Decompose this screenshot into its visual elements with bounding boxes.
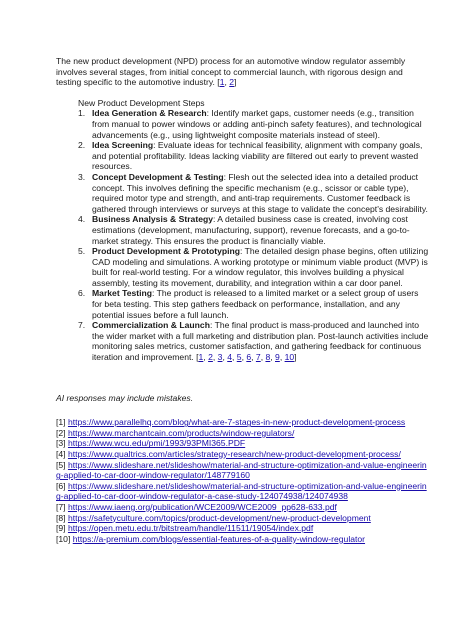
reference-label: [4] bbox=[56, 449, 68, 459]
intro-citation-close: ] bbox=[234, 77, 237, 88]
citation-separator: , bbox=[224, 77, 230, 88]
step-number: 6. bbox=[78, 288, 86, 299]
citation-separator: , bbox=[203, 352, 209, 363]
citation-link[interactable]: 8 bbox=[265, 352, 271, 363]
reference-link[interactable]: https://safetyculture.com/topics/product-development/new-product-development bbox=[67, 512, 371, 523]
reference-label: [3] bbox=[56, 438, 68, 449]
citation-separator: , bbox=[279, 352, 285, 363]
step-text: : The final product is mass-produced and launched into the wider market with a full marketing and distribution plan. Post-launch activities include monitoring sales metrics, customer satisfaction, and gathering feedback for continuous iteration and improvement. [ bbox=[92, 320, 429, 363]
step-item bbox=[78, 140, 430, 172]
citation-link[interactable]: 4 bbox=[227, 352, 232, 363]
reference-label: [10] bbox=[56, 533, 73, 544]
intro-text: The new product development (NPD) process for an automotive window regulator assembly involves several stages, from initial concept to commercial launch, with rigorous design and testing specific to the automotive industry. [ bbox=[56, 56, 406, 88]
steps-list bbox=[56, 108, 430, 362]
citation-link[interactable]: 1 bbox=[198, 352, 204, 363]
citation-link[interactable]: 2 bbox=[229, 77, 235, 88]
intro-paragraph bbox=[56, 56, 430, 88]
reference-item bbox=[56, 502, 430, 513]
reference-link[interactable]: https://www.slideshare.net/slideshow/material-and-structure-optimization-and-value-engineering-applied-to-car-door-window-regulator/148779160 bbox=[56, 459, 427, 481]
citation-link[interactable]: 2 bbox=[208, 352, 213, 363]
reference-link[interactable]: https://www.iaeng.org/publication/WCE2009/WCE2009_pp628-633.pdf bbox=[67, 501, 337, 512]
step-text: : The detailed design phase begins, often utilizing CAD modeling and simulations. A working prototype or minimum viable product (MVP) is built for real-world testing. For a window regulator, this involves building a physical assembly, testing its movement, durability, and integration within a car door panel. bbox=[92, 246, 429, 288]
reference-item bbox=[56, 460, 430, 481]
step-number: 3. bbox=[78, 171, 86, 182]
step-title: Product Development & Prototyping bbox=[92, 246, 241, 257]
step-number: 4. bbox=[78, 214, 86, 225]
reference-item bbox=[56, 513, 430, 524]
ai-disclaimer: AI responses may include mistakes. bbox=[56, 392, 194, 403]
reference-label: [2] bbox=[56, 427, 68, 438]
step-title: Concept Development & Testing bbox=[92, 171, 224, 182]
reference-link[interactable]: https://open.metu.edu.tr/bitstream/handle/11511/19054/index.pdf bbox=[67, 523, 314, 534]
citation-separator: , bbox=[241, 352, 247, 363]
step-text: : Identify market gaps, customer needs (e.g., transition from manual to power windows or adding anti-pinch safety features), and technological advancements (e.g., using lightweight composite materials instead of steel). bbox=[92, 108, 422, 140]
citation-separator: , bbox=[260, 352, 266, 363]
citation-separator: , bbox=[270, 352, 276, 363]
reference-item bbox=[56, 417, 430, 428]
reference-label: [9] bbox=[56, 523, 68, 534]
reference-label: [5] bbox=[56, 459, 68, 470]
reference-item bbox=[56, 523, 430, 534]
citation-separator: , bbox=[232, 352, 237, 363]
step-number: 1. bbox=[78, 108, 86, 119]
citation-separator: , bbox=[222, 352, 228, 363]
step-item bbox=[78, 108, 430, 140]
step-text: : The product is released to a limited market or a select group of users for beta testing. This step gathers feedback on performance, installation, and any potential issues before a full launch. bbox=[92, 288, 419, 320]
step-item bbox=[78, 246, 430, 288]
reference-item bbox=[56, 428, 430, 439]
step-item bbox=[78, 172, 430, 214]
reference-item bbox=[56, 534, 430, 545]
reference-label: [6] bbox=[56, 480, 68, 491]
step-title: Idea Generation & Research bbox=[92, 108, 207, 119]
citation-separator: , bbox=[212, 352, 218, 363]
reference-item bbox=[56, 449, 430, 460]
citation-link[interactable]: 10 bbox=[284, 352, 295, 363]
step-item bbox=[78, 214, 430, 246]
step-item bbox=[78, 320, 430, 362]
citation-link[interactable]: 1 bbox=[219, 77, 225, 88]
citation-link[interactable]: 3 bbox=[217, 352, 223, 363]
step-text: : Evaluate ideas for technical feasibility, alignment with company goals, and potential profitability. Ideas lacking viability are filtered out early to prevent wasted resources. bbox=[92, 140, 423, 172]
intro-citations bbox=[219, 77, 237, 88]
reference-link[interactable]: https://www.wcu.edu/pmi/1993/93PMI365.PDF bbox=[67, 438, 246, 449]
reference-link[interactable]: https://www.marchantcain.com/products/window-regulators/ bbox=[67, 427, 295, 438]
steps-heading: New Product Development Steps bbox=[78, 97, 205, 108]
step-title: Commercialization & Launch bbox=[92, 320, 210, 331]
reference-label: [7] bbox=[56, 501, 68, 512]
step-text: : A detailed business case is created, involving cost estimations (development, manufacturing, support), revenue forecasts, and a go-to-market strategy. This ensures the product is financially viable. bbox=[92, 214, 410, 246]
reference-link[interactable]: https://www.parallelhq.com/blog/what-are-7-stages-in-new-product-development-process bbox=[67, 417, 406, 428]
step-number: 2. bbox=[78, 140, 86, 151]
step-citations bbox=[199, 352, 295, 362]
reference-link[interactable]: https://www.slideshare.net/slideshow/material-and-structure-optimization-and-value-engineering-applied-to-car-door-window-regulator-a-case-study-124074938/124074938 bbox=[56, 480, 427, 502]
step-title: Market Testing bbox=[92, 288, 153, 299]
reference-link[interactable]: https://www.qualtrics.com/articles/strategy-research/new-product-development-process/ bbox=[67, 449, 401, 459]
step-citation-close: ] bbox=[294, 352, 297, 363]
citation-link[interactable]: 9 bbox=[275, 352, 280, 363]
reference-link[interactable]: https://a-premium.com/blogs/essential-features-of-a-quality-window-regulator bbox=[72, 533, 366, 544]
step-number: 5. bbox=[78, 246, 86, 257]
citation-link[interactable]: 6 bbox=[246, 352, 252, 363]
step-item bbox=[78, 288, 430, 320]
citation-separator: , bbox=[251, 352, 256, 363]
reference-label: [1] bbox=[56, 417, 68, 428]
reference-label: [8] bbox=[56, 512, 68, 523]
citation-link[interactable]: 5 bbox=[236, 352, 242, 363]
citation-link[interactable]: 7 bbox=[255, 352, 261, 363]
step-text: : Flesh out the selected idea into a detailed product concept. This involves defining the specific mechanism (e.g., scissor or cable type), required motor type and strength, and anti-trap requirements. Customer feedback is gathered through interviews or surveys at this stage to validate the concept's desirability. bbox=[92, 171, 428, 214]
step-title: Idea Screening bbox=[92, 140, 154, 151]
reference-item bbox=[56, 481, 430, 502]
references-list bbox=[56, 417, 430, 544]
step-title: Business Analysis & Strategy bbox=[92, 214, 213, 225]
step-number: 7. bbox=[78, 320, 86, 331]
reference-item bbox=[56, 438, 430, 449]
